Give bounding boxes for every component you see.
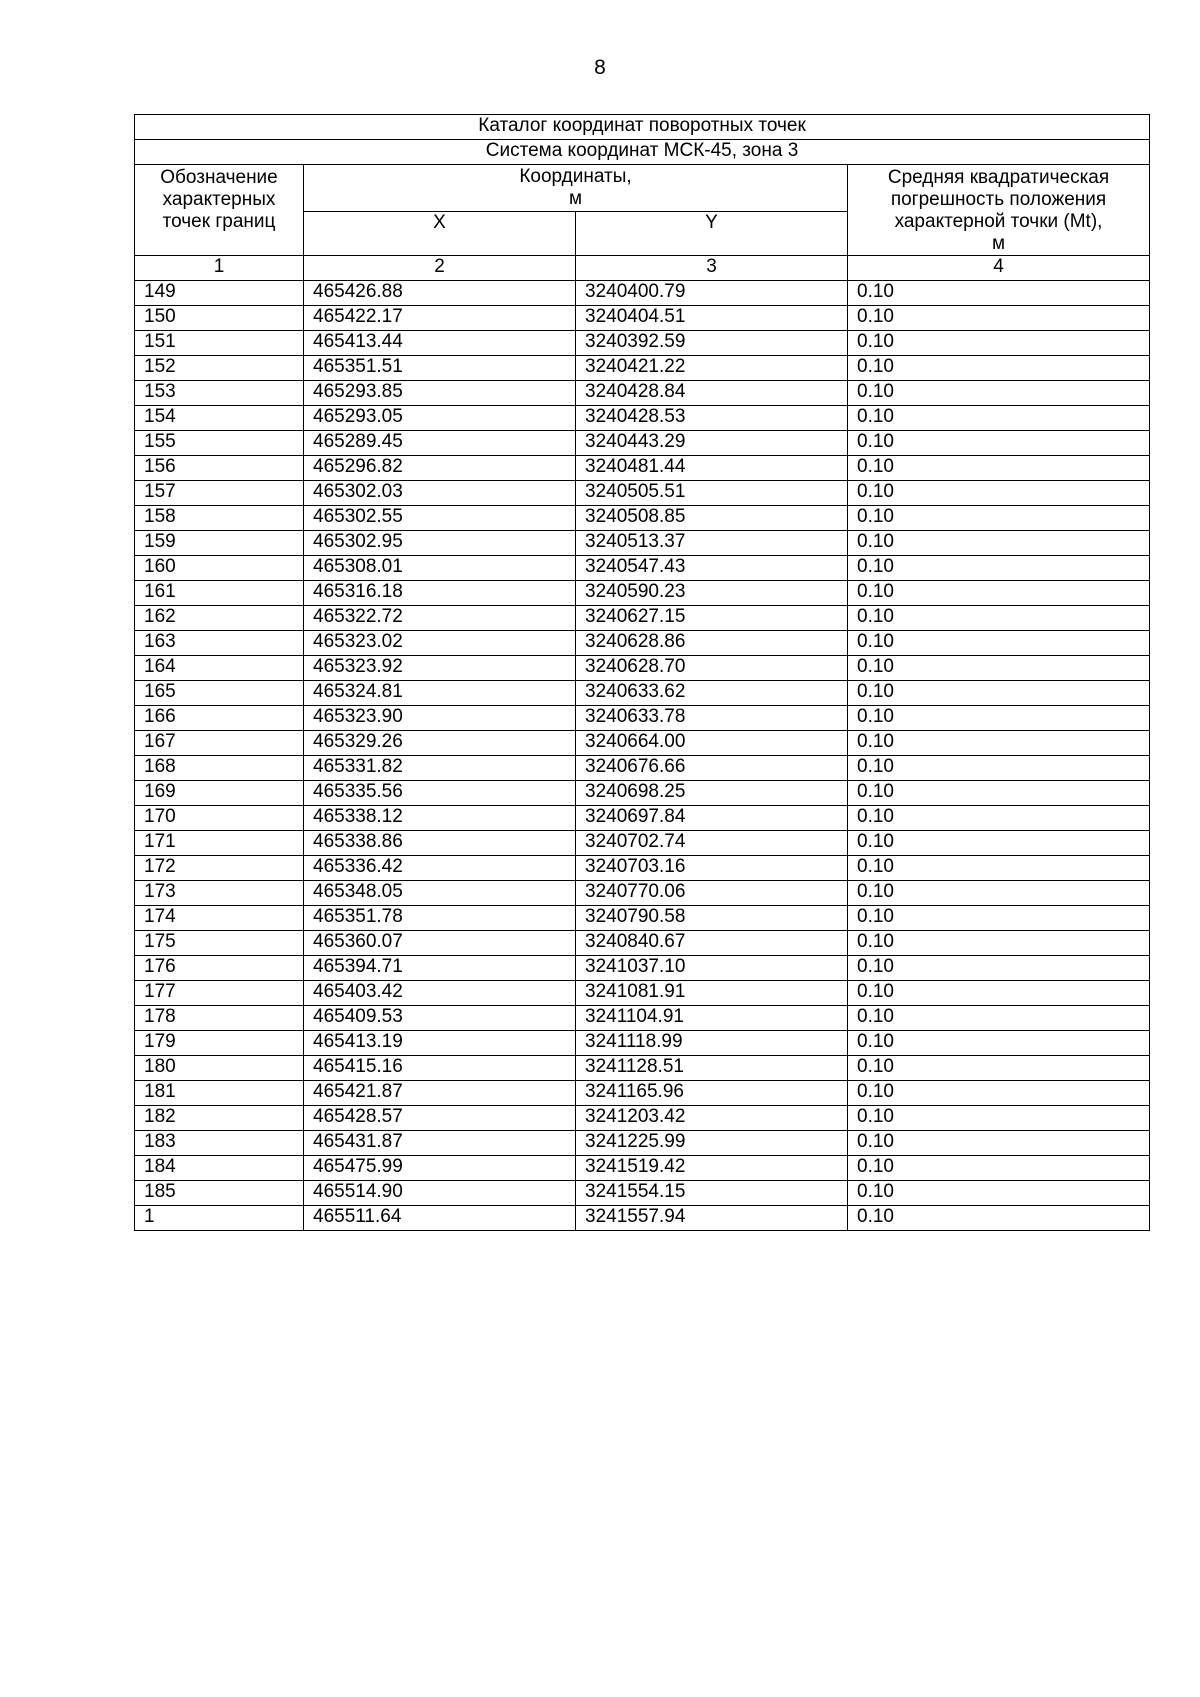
y-coordinate-cell: 3240505.51 bbox=[576, 481, 848, 506]
mt-error-cell: 0.10 bbox=[848, 981, 1150, 1006]
page-number: 8 bbox=[594, 56, 606, 79]
point-id-cell: 164 bbox=[135, 656, 304, 681]
point-id-cell: 179 bbox=[135, 1031, 304, 1056]
x-coordinate-cell: 465338.86 bbox=[304, 831, 576, 856]
point-id-cell: 154 bbox=[135, 406, 304, 431]
table-row bbox=[135, 1106, 1150, 1131]
table-row bbox=[135, 556, 1150, 581]
y-coordinate-cell: 3240633.62 bbox=[576, 681, 848, 706]
table-row bbox=[135, 1181, 1150, 1206]
table-row bbox=[135, 531, 1150, 556]
header-y: Y bbox=[576, 212, 848, 256]
table-row bbox=[135, 831, 1150, 856]
x-coordinate-cell: 465431.87 bbox=[304, 1131, 576, 1156]
table-row bbox=[135, 781, 1150, 806]
x-coordinate-cell: 465394.71 bbox=[304, 956, 576, 981]
point-id-cell: 161 bbox=[135, 581, 304, 606]
point-id-cell: 1 bbox=[135, 1206, 304, 1231]
point-id-cell: 160 bbox=[135, 556, 304, 581]
x-coordinate-cell: 465302.55 bbox=[304, 506, 576, 531]
point-id-cell: 150 bbox=[135, 306, 304, 331]
point-id-cell: 172 bbox=[135, 856, 304, 881]
y-coordinate-cell: 3240703.16 bbox=[576, 856, 848, 881]
y-coordinate-cell: 3240676.66 bbox=[576, 756, 848, 781]
table-row bbox=[135, 581, 1150, 606]
x-coordinate-cell: 465514.90 bbox=[304, 1181, 576, 1206]
mt-error-cell: 0.10 bbox=[848, 706, 1150, 731]
mt-error-cell: 0.10 bbox=[848, 531, 1150, 556]
x-coordinate-cell: 465413.44 bbox=[304, 331, 576, 356]
table-row bbox=[135, 381, 1150, 406]
point-id-cell: 181 bbox=[135, 1081, 304, 1106]
y-coordinate-cell: 3240702.74 bbox=[576, 831, 848, 856]
y-coordinate-cell: 3240392.59 bbox=[576, 331, 848, 356]
table-title: Каталог координат поворотных точек bbox=[135, 115, 1150, 140]
mt-error-cell: 0.10 bbox=[848, 1106, 1150, 1131]
table-body bbox=[135, 281, 1150, 1231]
point-id-cell: 159 bbox=[135, 531, 304, 556]
table-row bbox=[135, 731, 1150, 756]
coordinate-system-row bbox=[135, 140, 1150, 165]
table-row bbox=[135, 881, 1150, 906]
y-coordinate-cell: 3240513.37 bbox=[576, 531, 848, 556]
point-id-cell: 175 bbox=[135, 931, 304, 956]
point-id-cell: 183 bbox=[135, 1131, 304, 1156]
y-coordinate-cell: 3240633.78 bbox=[576, 706, 848, 731]
mt-error-cell: 0.10 bbox=[848, 906, 1150, 931]
point-id-cell: 180 bbox=[135, 1056, 304, 1081]
y-coordinate-cell: 3241225.99 bbox=[576, 1131, 848, 1156]
point-id-cell: 157 bbox=[135, 481, 304, 506]
x-coordinate-cell: 465426.88 bbox=[304, 281, 576, 306]
y-coordinate-cell: 3240508.85 bbox=[576, 506, 848, 531]
point-id-cell: 184 bbox=[135, 1156, 304, 1181]
point-id-cell: 166 bbox=[135, 706, 304, 731]
point-id-cell: 182 bbox=[135, 1106, 304, 1131]
mt-error-cell: 0.10 bbox=[848, 1006, 1150, 1031]
coordinates-catalog-table bbox=[134, 114, 1150, 1231]
y-coordinate-cell: 3240770.06 bbox=[576, 881, 848, 906]
table-row bbox=[135, 931, 1150, 956]
table-row bbox=[135, 331, 1150, 356]
x-coordinate-cell: 465336.42 bbox=[304, 856, 576, 881]
x-coordinate-cell: 465409.53 bbox=[304, 1006, 576, 1031]
y-coordinate-cell: 3241554.15 bbox=[576, 1181, 848, 1206]
mt-error-cell: 0.10 bbox=[848, 606, 1150, 631]
point-id-cell: 185 bbox=[135, 1181, 304, 1206]
x-coordinate-cell: 465422.17 bbox=[304, 306, 576, 331]
y-coordinate-cell: 3241118.99 bbox=[576, 1031, 848, 1056]
column-number: 4 bbox=[848, 256, 1150, 281]
table-row bbox=[135, 1006, 1150, 1031]
y-coordinate-cell: 3241081.91 bbox=[576, 981, 848, 1006]
table-row bbox=[135, 1131, 1150, 1156]
x-coordinate-cell: 465302.95 bbox=[304, 531, 576, 556]
mt-error-cell: 0.10 bbox=[848, 581, 1150, 606]
y-coordinate-cell: 3240428.53 bbox=[576, 406, 848, 431]
point-id-cell: 176 bbox=[135, 956, 304, 981]
x-coordinate-cell: 465351.78 bbox=[304, 906, 576, 931]
x-coordinate-cell: 465308.01 bbox=[304, 556, 576, 581]
x-coordinate-cell: 465331.82 bbox=[304, 756, 576, 781]
y-coordinate-cell: 3240628.86 bbox=[576, 631, 848, 656]
x-coordinate-cell: 465428.57 bbox=[304, 1106, 576, 1131]
table-row bbox=[135, 481, 1150, 506]
y-coordinate-cell: 3240428.84 bbox=[576, 381, 848, 406]
point-id-cell: 169 bbox=[135, 781, 304, 806]
header-coordinates: Координаты, м bbox=[304, 165, 848, 212]
column-number-row bbox=[135, 256, 1150, 281]
mt-error-cell: 0.10 bbox=[848, 506, 1150, 531]
mt-error-cell: 0.10 bbox=[848, 1081, 1150, 1106]
point-id-cell: 170 bbox=[135, 806, 304, 831]
header-point-designation: Обозначение характерных точек границ bbox=[135, 165, 304, 256]
mt-error-cell: 0.10 bbox=[848, 756, 1150, 781]
table-row bbox=[135, 606, 1150, 631]
x-coordinate-cell: 465475.99 bbox=[304, 1156, 576, 1181]
header-mean-square-error: Средняя квадратическая погрешность положения характерной точки (Mt), м bbox=[848, 165, 1150, 256]
y-coordinate-cell: 3241165.96 bbox=[576, 1081, 848, 1106]
x-coordinate-cell: 465316.18 bbox=[304, 581, 576, 606]
x-coordinate-cell: 465323.92 bbox=[304, 656, 576, 681]
mt-error-cell: 0.10 bbox=[848, 431, 1150, 456]
mt-error-cell: 0.10 bbox=[848, 681, 1150, 706]
point-id-cell: 167 bbox=[135, 731, 304, 756]
point-id-cell: 168 bbox=[135, 756, 304, 781]
mt-error-cell: 0.10 bbox=[848, 631, 1150, 656]
mt-error-cell: 0.10 bbox=[848, 281, 1150, 306]
column-number: 3 bbox=[576, 256, 848, 281]
y-coordinate-cell: 3241104.91 bbox=[576, 1006, 848, 1031]
mt-error-cell: 0.10 bbox=[848, 781, 1150, 806]
y-coordinate-cell: 3240547.43 bbox=[576, 556, 848, 581]
point-id-cell: 171 bbox=[135, 831, 304, 856]
table-row bbox=[135, 1156, 1150, 1181]
y-coordinate-cell: 3240443.29 bbox=[576, 431, 848, 456]
header-row bbox=[135, 165, 1150, 212]
point-id-cell: 156 bbox=[135, 456, 304, 481]
x-coordinate-cell: 465415.16 bbox=[304, 1056, 576, 1081]
y-coordinate-cell: 3240840.67 bbox=[576, 931, 848, 956]
x-coordinate-cell: 465322.72 bbox=[304, 606, 576, 631]
mt-error-cell: 0.10 bbox=[848, 456, 1150, 481]
y-coordinate-cell: 3240790.58 bbox=[576, 906, 848, 931]
mt-error-cell: 0.10 bbox=[848, 381, 1150, 406]
y-coordinate-cell: 3240421.22 bbox=[576, 356, 848, 381]
column-number: 2 bbox=[304, 256, 576, 281]
x-coordinate-cell: 465289.45 bbox=[304, 431, 576, 456]
point-id-cell: 178 bbox=[135, 1006, 304, 1031]
y-coordinate-cell: 3241203.42 bbox=[576, 1106, 848, 1131]
mt-error-cell: 0.10 bbox=[848, 881, 1150, 906]
table-title-row bbox=[135, 115, 1150, 140]
mt-error-cell: 0.10 bbox=[848, 956, 1150, 981]
mt-error-cell: 0.10 bbox=[848, 331, 1150, 356]
mt-error-cell: 0.10 bbox=[848, 831, 1150, 856]
x-coordinate-cell: 465413.19 bbox=[304, 1031, 576, 1056]
x-coordinate-cell: 465323.02 bbox=[304, 631, 576, 656]
x-coordinate-cell: 465360.07 bbox=[304, 931, 576, 956]
y-coordinate-cell: 3240404.51 bbox=[576, 306, 848, 331]
x-coordinate-cell: 465511.64 bbox=[304, 1206, 576, 1231]
table-row bbox=[135, 806, 1150, 831]
y-coordinate-cell: 3240481.44 bbox=[576, 456, 848, 481]
y-coordinate-cell: 3240400.79 bbox=[576, 281, 848, 306]
x-coordinate-cell: 465348.05 bbox=[304, 881, 576, 906]
x-coordinate-cell: 465329.26 bbox=[304, 731, 576, 756]
mt-error-cell: 0.10 bbox=[848, 931, 1150, 956]
y-coordinate-cell: 3240590.23 bbox=[576, 581, 848, 606]
x-coordinate-cell: 465323.90 bbox=[304, 706, 576, 731]
table-row bbox=[135, 1056, 1150, 1081]
mt-error-cell: 0.10 bbox=[848, 806, 1150, 831]
y-coordinate-cell: 3240698.25 bbox=[576, 781, 848, 806]
x-coordinate-cell: 465324.81 bbox=[304, 681, 576, 706]
mt-error-cell: 0.10 bbox=[848, 1206, 1150, 1231]
point-id-cell: 174 bbox=[135, 906, 304, 931]
point-id-cell: 162 bbox=[135, 606, 304, 631]
y-coordinate-cell: 3240664.00 bbox=[576, 731, 848, 756]
table-row bbox=[135, 956, 1150, 981]
mt-error-cell: 0.10 bbox=[848, 1031, 1150, 1056]
table-row bbox=[135, 681, 1150, 706]
table-row bbox=[135, 306, 1150, 331]
x-coordinate-cell: 465338.12 bbox=[304, 806, 576, 831]
table-row bbox=[135, 656, 1150, 681]
column-number: 1 bbox=[135, 256, 304, 281]
table-row bbox=[135, 431, 1150, 456]
header-x: X bbox=[304, 212, 576, 256]
y-coordinate-cell: 3241557.94 bbox=[576, 1206, 848, 1231]
table-row bbox=[135, 456, 1150, 481]
table-row bbox=[135, 756, 1150, 781]
table-row bbox=[135, 406, 1150, 431]
y-coordinate-cell: 3241519.42 bbox=[576, 1156, 848, 1181]
mt-error-cell: 0.10 bbox=[848, 356, 1150, 381]
point-id-cell: 158 bbox=[135, 506, 304, 531]
table-row bbox=[135, 981, 1150, 1006]
y-coordinate-cell: 3240628.70 bbox=[576, 656, 848, 681]
x-coordinate-cell: 465403.42 bbox=[304, 981, 576, 1006]
point-id-cell: 173 bbox=[135, 881, 304, 906]
table-row bbox=[135, 856, 1150, 881]
point-id-cell: 153 bbox=[135, 381, 304, 406]
table-row bbox=[135, 906, 1150, 931]
point-id-cell: 163 bbox=[135, 631, 304, 656]
table-row bbox=[135, 1031, 1150, 1056]
x-coordinate-cell: 465302.03 bbox=[304, 481, 576, 506]
mt-error-cell: 0.10 bbox=[848, 1131, 1150, 1156]
table-row bbox=[135, 1081, 1150, 1106]
x-coordinate-cell: 465335.56 bbox=[304, 781, 576, 806]
table-row bbox=[135, 1206, 1150, 1231]
mt-error-cell: 0.10 bbox=[848, 1056, 1150, 1081]
y-coordinate-cell: 3241037.10 bbox=[576, 956, 848, 981]
y-coordinate-cell: 3240627.15 bbox=[576, 606, 848, 631]
table-row bbox=[135, 631, 1150, 656]
y-coordinate-cell: 3241128.51 bbox=[576, 1056, 848, 1081]
point-id-cell: 149 bbox=[135, 281, 304, 306]
mt-error-cell: 0.10 bbox=[848, 406, 1150, 431]
mt-error-cell: 0.10 bbox=[848, 856, 1150, 881]
x-coordinate-cell: 465421.87 bbox=[304, 1081, 576, 1106]
point-id-cell: 177 bbox=[135, 981, 304, 1006]
mt-error-cell: 0.10 bbox=[848, 656, 1150, 681]
table-row bbox=[135, 506, 1150, 531]
point-id-cell: 155 bbox=[135, 431, 304, 456]
mt-error-cell: 0.10 bbox=[848, 1156, 1150, 1181]
coordinate-system: Система координат МСК-45, зона 3 bbox=[135, 140, 1150, 165]
x-coordinate-cell: 465351.51 bbox=[304, 356, 576, 381]
x-coordinate-cell: 465293.85 bbox=[304, 381, 576, 406]
mt-error-cell: 0.10 bbox=[848, 1181, 1150, 1206]
point-id-cell: 165 bbox=[135, 681, 304, 706]
mt-error-cell: 0.10 bbox=[848, 306, 1150, 331]
table-row bbox=[135, 281, 1150, 306]
table-row bbox=[135, 706, 1150, 731]
mt-error-cell: 0.10 bbox=[848, 481, 1150, 506]
table-row bbox=[135, 356, 1150, 381]
x-coordinate-cell: 465296.82 bbox=[304, 456, 576, 481]
y-coordinate-cell: 3240697.84 bbox=[576, 806, 848, 831]
point-id-cell: 151 bbox=[135, 331, 304, 356]
point-id-cell: 152 bbox=[135, 356, 304, 381]
mt-error-cell: 0.10 bbox=[848, 556, 1150, 581]
x-coordinate-cell: 465293.05 bbox=[304, 406, 576, 431]
mt-error-cell: 0.10 bbox=[848, 731, 1150, 756]
